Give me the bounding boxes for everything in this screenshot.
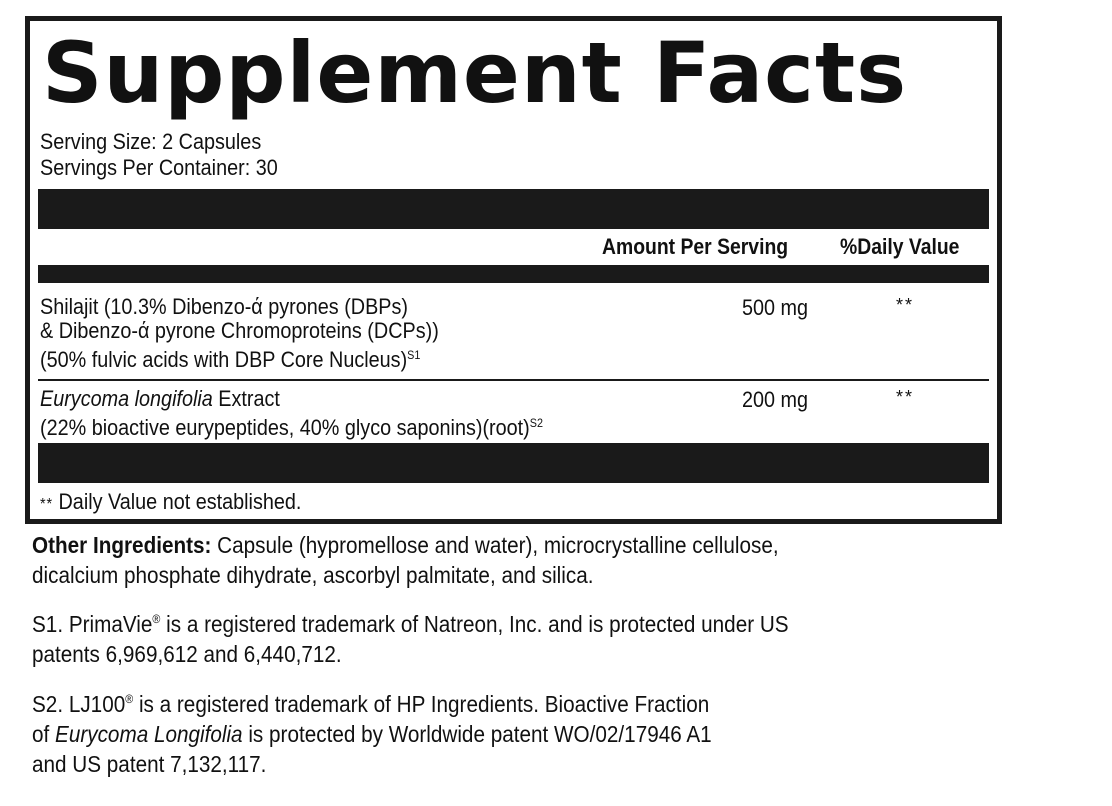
footnote-text: Daily Value not established. bbox=[53, 489, 302, 514]
registered-mark: ® bbox=[152, 612, 161, 626]
thick-divider-bottom bbox=[38, 443, 989, 483]
daily-value-eurycoma: ** bbox=[896, 387, 915, 407]
ingredient-eurycoma bbox=[40, 387, 543, 440]
ingredient-line bbox=[40, 411, 543, 440]
note-text: is a registered trademark of Natreon, Inc. and is protected under US bbox=[160, 611, 789, 637]
note-text: S2. LJ100 bbox=[32, 691, 126, 717]
ingredient-line: & Dibenzo-ά pyrone Chromoproteins (DCPs)) bbox=[40, 318, 439, 343]
note-text: S1. PrimaVie bbox=[32, 611, 153, 637]
note-s1 bbox=[32, 604, 932, 669]
superscript-s2: S2 bbox=[529, 416, 543, 430]
serving-size: Serving Size: 2 Capsules bbox=[40, 129, 262, 154]
ingredient-line-text: (22% bioactive eurypeptides, 40% glyco saponins)(root) bbox=[40, 415, 530, 440]
note-line bbox=[32, 719, 932, 749]
note-line: and US patent 7,132,117. bbox=[32, 751, 267, 777]
column-header-amount: Amount Per Serving bbox=[602, 234, 789, 259]
note-text: is protected by Worldwide patent WO/02/17946 A1 bbox=[242, 721, 712, 747]
panel-title: Supplement Facts bbox=[42, 24, 908, 122]
ingredient-line bbox=[40, 387, 543, 411]
daily-value-shilajit: ** bbox=[896, 295, 915, 315]
column-header-daily-value: %Daily Value bbox=[840, 234, 960, 259]
servings-per-container: Servings Per Container: 30 bbox=[40, 155, 278, 180]
other-ingredients-line bbox=[32, 530, 932, 560]
note-line bbox=[32, 604, 932, 639]
note-line bbox=[32, 684, 932, 719]
other-ingredients bbox=[32, 530, 932, 590]
note-line: patents 6,969,612 and 6,440,712. bbox=[32, 641, 342, 667]
amount-shilajit: 500 mg bbox=[742, 295, 809, 320]
supplement-facts-panel bbox=[25, 16, 1002, 524]
other-ingredients-text: Capsule (hypromellose and water), microcrystalline cellulose, bbox=[211, 532, 779, 558]
ingredient-line bbox=[40, 343, 439, 372]
ingredient-name-italic: Eurycoma longifolia bbox=[40, 386, 213, 411]
thick-divider-top bbox=[38, 189, 989, 229]
row-divider bbox=[38, 379, 989, 381]
note-italic: Eurycoma Longifolia bbox=[55, 721, 243, 747]
note-text: of bbox=[32, 721, 56, 747]
other-ingredients-line: dicalcium phosphate dihydrate, ascorbyl palmitate, and silica. bbox=[32, 562, 594, 588]
ingredient-line-text: (50% fulvic acids with DBP Core Nucleus) bbox=[40, 347, 408, 372]
ingredient-line: Shilajit (10.3% Dibenzo-ά pyrones (DBPs) bbox=[40, 294, 409, 319]
note-text: is a registered trademark of HP Ingredients. Bioactive Fraction bbox=[133, 691, 710, 717]
superscript-s1: S1 bbox=[407, 348, 421, 362]
registered-mark: ® bbox=[125, 692, 134, 706]
header-divider bbox=[38, 265, 989, 283]
ingredient-shilajit bbox=[40, 295, 439, 372]
daily-value-footnote bbox=[40, 489, 301, 515]
amount-eurycoma: 200 mg bbox=[742, 387, 809, 412]
note-s2 bbox=[32, 684, 932, 779]
other-ingredients-label: Other Ingredients: bbox=[32, 532, 212, 558]
footnote-stars: ** bbox=[40, 496, 54, 513]
ingredient-name-rest: Extract bbox=[212, 386, 280, 411]
